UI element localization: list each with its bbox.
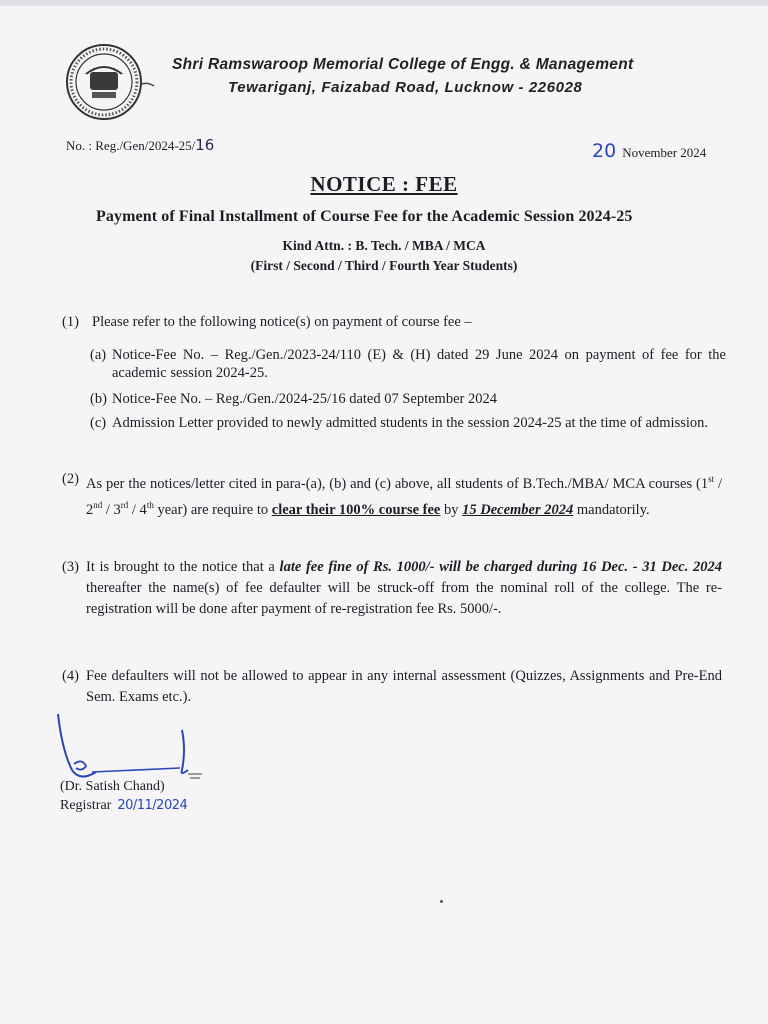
paragraph-4-text: Fee defaulters will not be allowed to appear in any internal assessment (Quizzes, Assignments and Pre-End Sem. Exams etc.). xyxy=(86,668,722,705)
notice-title: NOTICE : FEE xyxy=(310,172,458,196)
text-run: mandatorily. xyxy=(573,501,650,518)
sub-item-text: Notice-Fee No. – Reg./Gen./2024-25/16 dated 07 September 2024 xyxy=(112,391,497,407)
scan-edge xyxy=(0,0,768,6)
fee-deadline: 15 December 2024 xyxy=(462,501,574,518)
text-run: / 3 xyxy=(102,501,121,518)
text-run: As per the notices/letter cited in para-(a), (b) and (c) above, all students of B.Tech./MBA/ MCA courses (1 xyxy=(86,475,709,492)
paragraph-2-text xyxy=(86,469,722,521)
ordinal-suffix: rd xyxy=(120,499,129,510)
text-run: / 4 xyxy=(128,501,147,518)
date-day-handwritten: 20 xyxy=(592,140,617,162)
college-seal-logo xyxy=(58,42,156,122)
college-name: Shri Ramswaroop Memorial College of Engg. & Management xyxy=(172,56,634,73)
text-run: It is brought to the notice that a xyxy=(86,559,280,575)
signer-name: (Dr. Satish Chand) xyxy=(60,779,165,794)
paragraph-number: (3) xyxy=(62,559,79,575)
paragraph-1-heading: Please refer to the following notice(s) on payment of course fee – xyxy=(92,314,472,330)
text-run: thereafter the name(s) of fee defaulter will be struck-off from the nominal roll of the college. The re-registration will be done after payment of re-registration fee Rs. 5000/-. xyxy=(86,580,722,617)
kind-attention: Kind Attn. : B. Tech. / MBA / MCA xyxy=(282,238,486,253)
notice-date xyxy=(592,140,706,162)
sub-item-label: (b) xyxy=(90,391,107,407)
registrar-signature xyxy=(52,710,212,786)
notice-subject: Payment of Final Installment of Course Fee for the Academic Session 2024-25 xyxy=(96,208,633,225)
ordinal-suffix: st xyxy=(708,474,715,484)
sub-item-text: Admission Letter provided to newly admitted students in the session 2024-25 at the time of admission. xyxy=(112,415,709,431)
text-run: by xyxy=(440,501,463,518)
date-month-year: November 2024 xyxy=(622,145,707,160)
reference-number xyxy=(66,136,214,154)
fee-requirement-highlight: clear their 100% course fee xyxy=(271,501,441,518)
handwritten-date: 20/11/2024 xyxy=(117,798,188,813)
sub-item-label: (a) xyxy=(90,347,107,363)
scan-speck xyxy=(440,900,443,903)
sub-item-text: Notice-Fee No. – Reg./Gen./2023-24/110 (E) & (H) dated 29 June 2024 on payment of fee for the academic session 2024-25. xyxy=(112,347,726,381)
late-fee-highlight: late fee fine of Rs. 1000/- will be charged during 16 Dec. - 31 Dec. 2024 xyxy=(279,559,722,575)
signer-designation xyxy=(60,798,187,814)
designation-text: Registrar xyxy=(60,798,112,813)
student-years: (First / Second / Third / Fourth Year Students) xyxy=(250,258,518,273)
ordinal-suffix: th xyxy=(146,499,154,510)
ordinal-suffix: nd xyxy=(93,499,103,510)
reference-printed: No. : Reg./Gen/2024-25/ xyxy=(66,138,196,153)
text-run: year) are require to xyxy=(153,501,272,518)
paragraph-3-text xyxy=(86,557,722,620)
paragraph-number: (2) xyxy=(62,471,79,487)
reference-handwritten: 16 xyxy=(195,136,215,154)
college-address: Tewariganj, Faizabad Road, Lucknow - 226028 xyxy=(228,79,583,96)
sub-item-label: (c) xyxy=(90,415,107,431)
text-run: / 2 xyxy=(86,475,722,518)
paragraph-number: (1) xyxy=(62,314,79,330)
paragraph-number: (4) xyxy=(62,668,79,684)
